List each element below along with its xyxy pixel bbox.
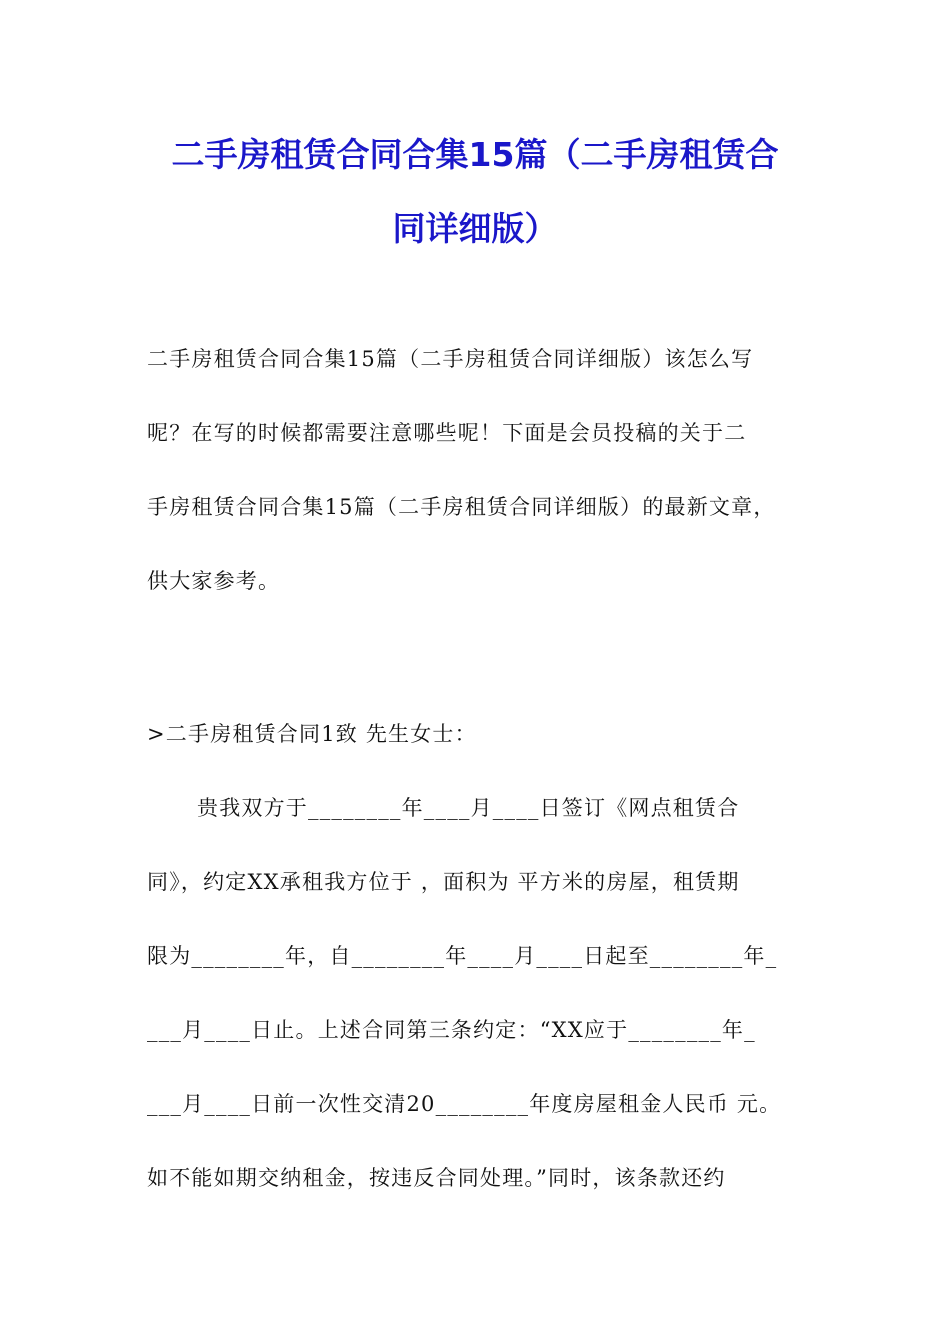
intro-paragraph — [147, 322, 807, 618]
title-line-1: 二手房租赁合同合集15篇（二手房租赁合 — [171, 135, 779, 174]
document-title — [0, 118, 950, 266]
contract-section — [147, 697, 807, 1215]
intro-line: 手房租赁合同合集15篇（二手房租赁合同详细版）的最新文章， — [147, 495, 776, 519]
contract-line: 如不能如期交纳租金，按违反合同处理。”同时，该条款还约 — [147, 1166, 726, 1190]
contract-line: ___月____日前一次性交清20________年度房屋租金人民币 元。 — [147, 1092, 782, 1116]
intro-line: 二手房租赁合同合集15篇（二手房租赁合同详细版）该怎么写 — [147, 347, 754, 371]
contract-heading: >二手房租赁合同1致 先生女士： — [147, 722, 477, 746]
contract-line: 贵我双方于________年____月____日签订《网点租赁合 — [197, 796, 740, 820]
contract-line: ___月____日止。上述合同第三条约定：“XX应于________年_ — [147, 1018, 756, 1042]
intro-line: 呢？在写的时候都需要注意哪些呢！下面是会员投稿的关于二 — [147, 421, 747, 445]
contract-line: 同》，约定XX承租我方位于 ，面积为 平方米的房屋，租赁期 — [147, 870, 740, 894]
contract-line: 限为________年，自________年____月____日起至________年_ — [147, 944, 778, 968]
intro-line: 供大家参考。 — [147, 569, 281, 593]
title-line-2: 同详细版） — [392, 209, 558, 248]
